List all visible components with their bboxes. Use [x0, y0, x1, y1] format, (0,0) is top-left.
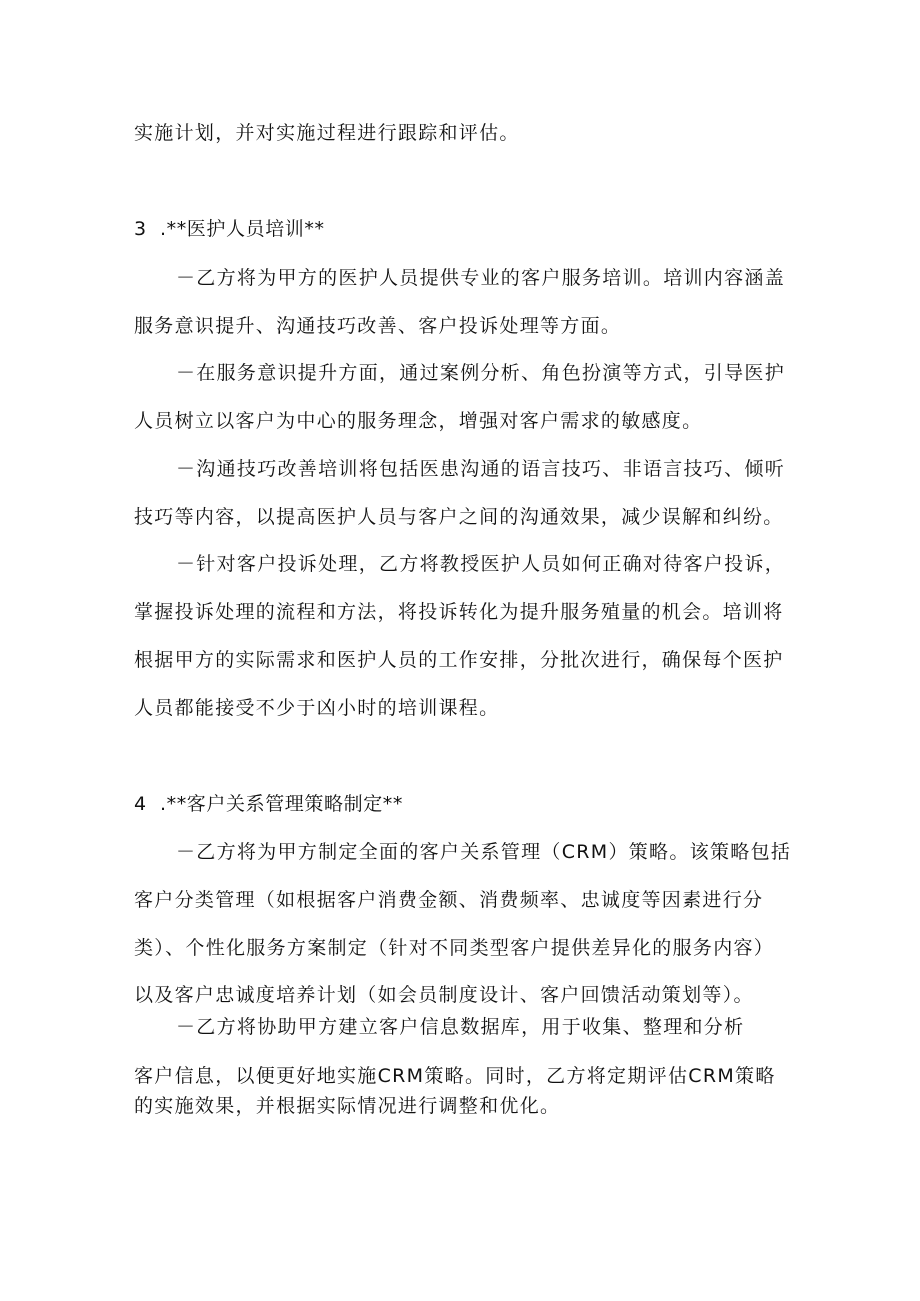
paragraph-line: 技巧等内容，以提高医护人员与客户之间的沟通效果，减少误解和纠纷。	[134, 506, 784, 528]
paragraph-line: 人员都能接受不少于凶小时的培训课程。	[134, 697, 500, 719]
paragraph-line: －针对客户投诉处理，乙方将教授医护人员如何正确对待客户投诉，	[176, 553, 786, 575]
section-heading-4: 4 .**客户关系管理策略制定**	[134, 793, 404, 815]
paragraph-line: 掌握投诉处理的流程和方法，将投诉转化为提升服务殖量的机会。培训将	[134, 601, 784, 623]
paragraph-line: －乙方将为甲方的医护人员提供专业的客户服务培训。培训内容涵盖	[176, 267, 786, 289]
paragraph-line: 以及客户忠诚度培养计划（如会员制度设计、客户回馈活动策划等）。	[134, 984, 754, 1006]
paragraph-line: 的实施效果，并根据实际情况进行调整和优化。	[134, 1095, 561, 1117]
paragraph-line: 客户信息，以便更好地实施CRM策略。同时，乙方将定期评估CRM策略	[134, 1065, 776, 1087]
paragraph-line: 实施计划，并对实施过程进行跟踪和评估。	[134, 122, 520, 144]
paragraph-line: 根据甲方的实际需求和医护人员的工作安排，分批次进行，确保每个医护	[134, 649, 784, 671]
paragraph-line: －沟通技巧改善培训将包括医患沟通的语言技巧、非语言技巧、倾听	[176, 458, 786, 480]
paragraph-line: －乙方将协助甲方建立客户信息数据库，用于收集、整理和分析	[176, 1016, 745, 1038]
paragraph-line: 人员树立以客户为中心的服务理念，增强对客户需求的敏感度。	[134, 410, 703, 432]
paragraph-line: 服务意识提升、沟通技巧改善、客户投诉处理等方面。	[134, 315, 622, 337]
paragraph-line: 客户分类管理（如根据客户消费金额、消费频率、忠诚度等因素进行分	[134, 889, 764, 911]
paragraph-line: 类）、个性化服务方案制定（针对不同类型客户提供差异化的服务内容）	[134, 937, 775, 959]
section-heading-3: 3 .**医护人员培训**	[134, 218, 325, 240]
paragraph-line: －乙方将为甲方制定全面的客户关系管理（CRM）策略。该策略包括	[176, 841, 792, 863]
paragraph-line: －在服务意识提升方面，通过案例分析、角色扮演等方式，引导医护	[176, 362, 786, 384]
